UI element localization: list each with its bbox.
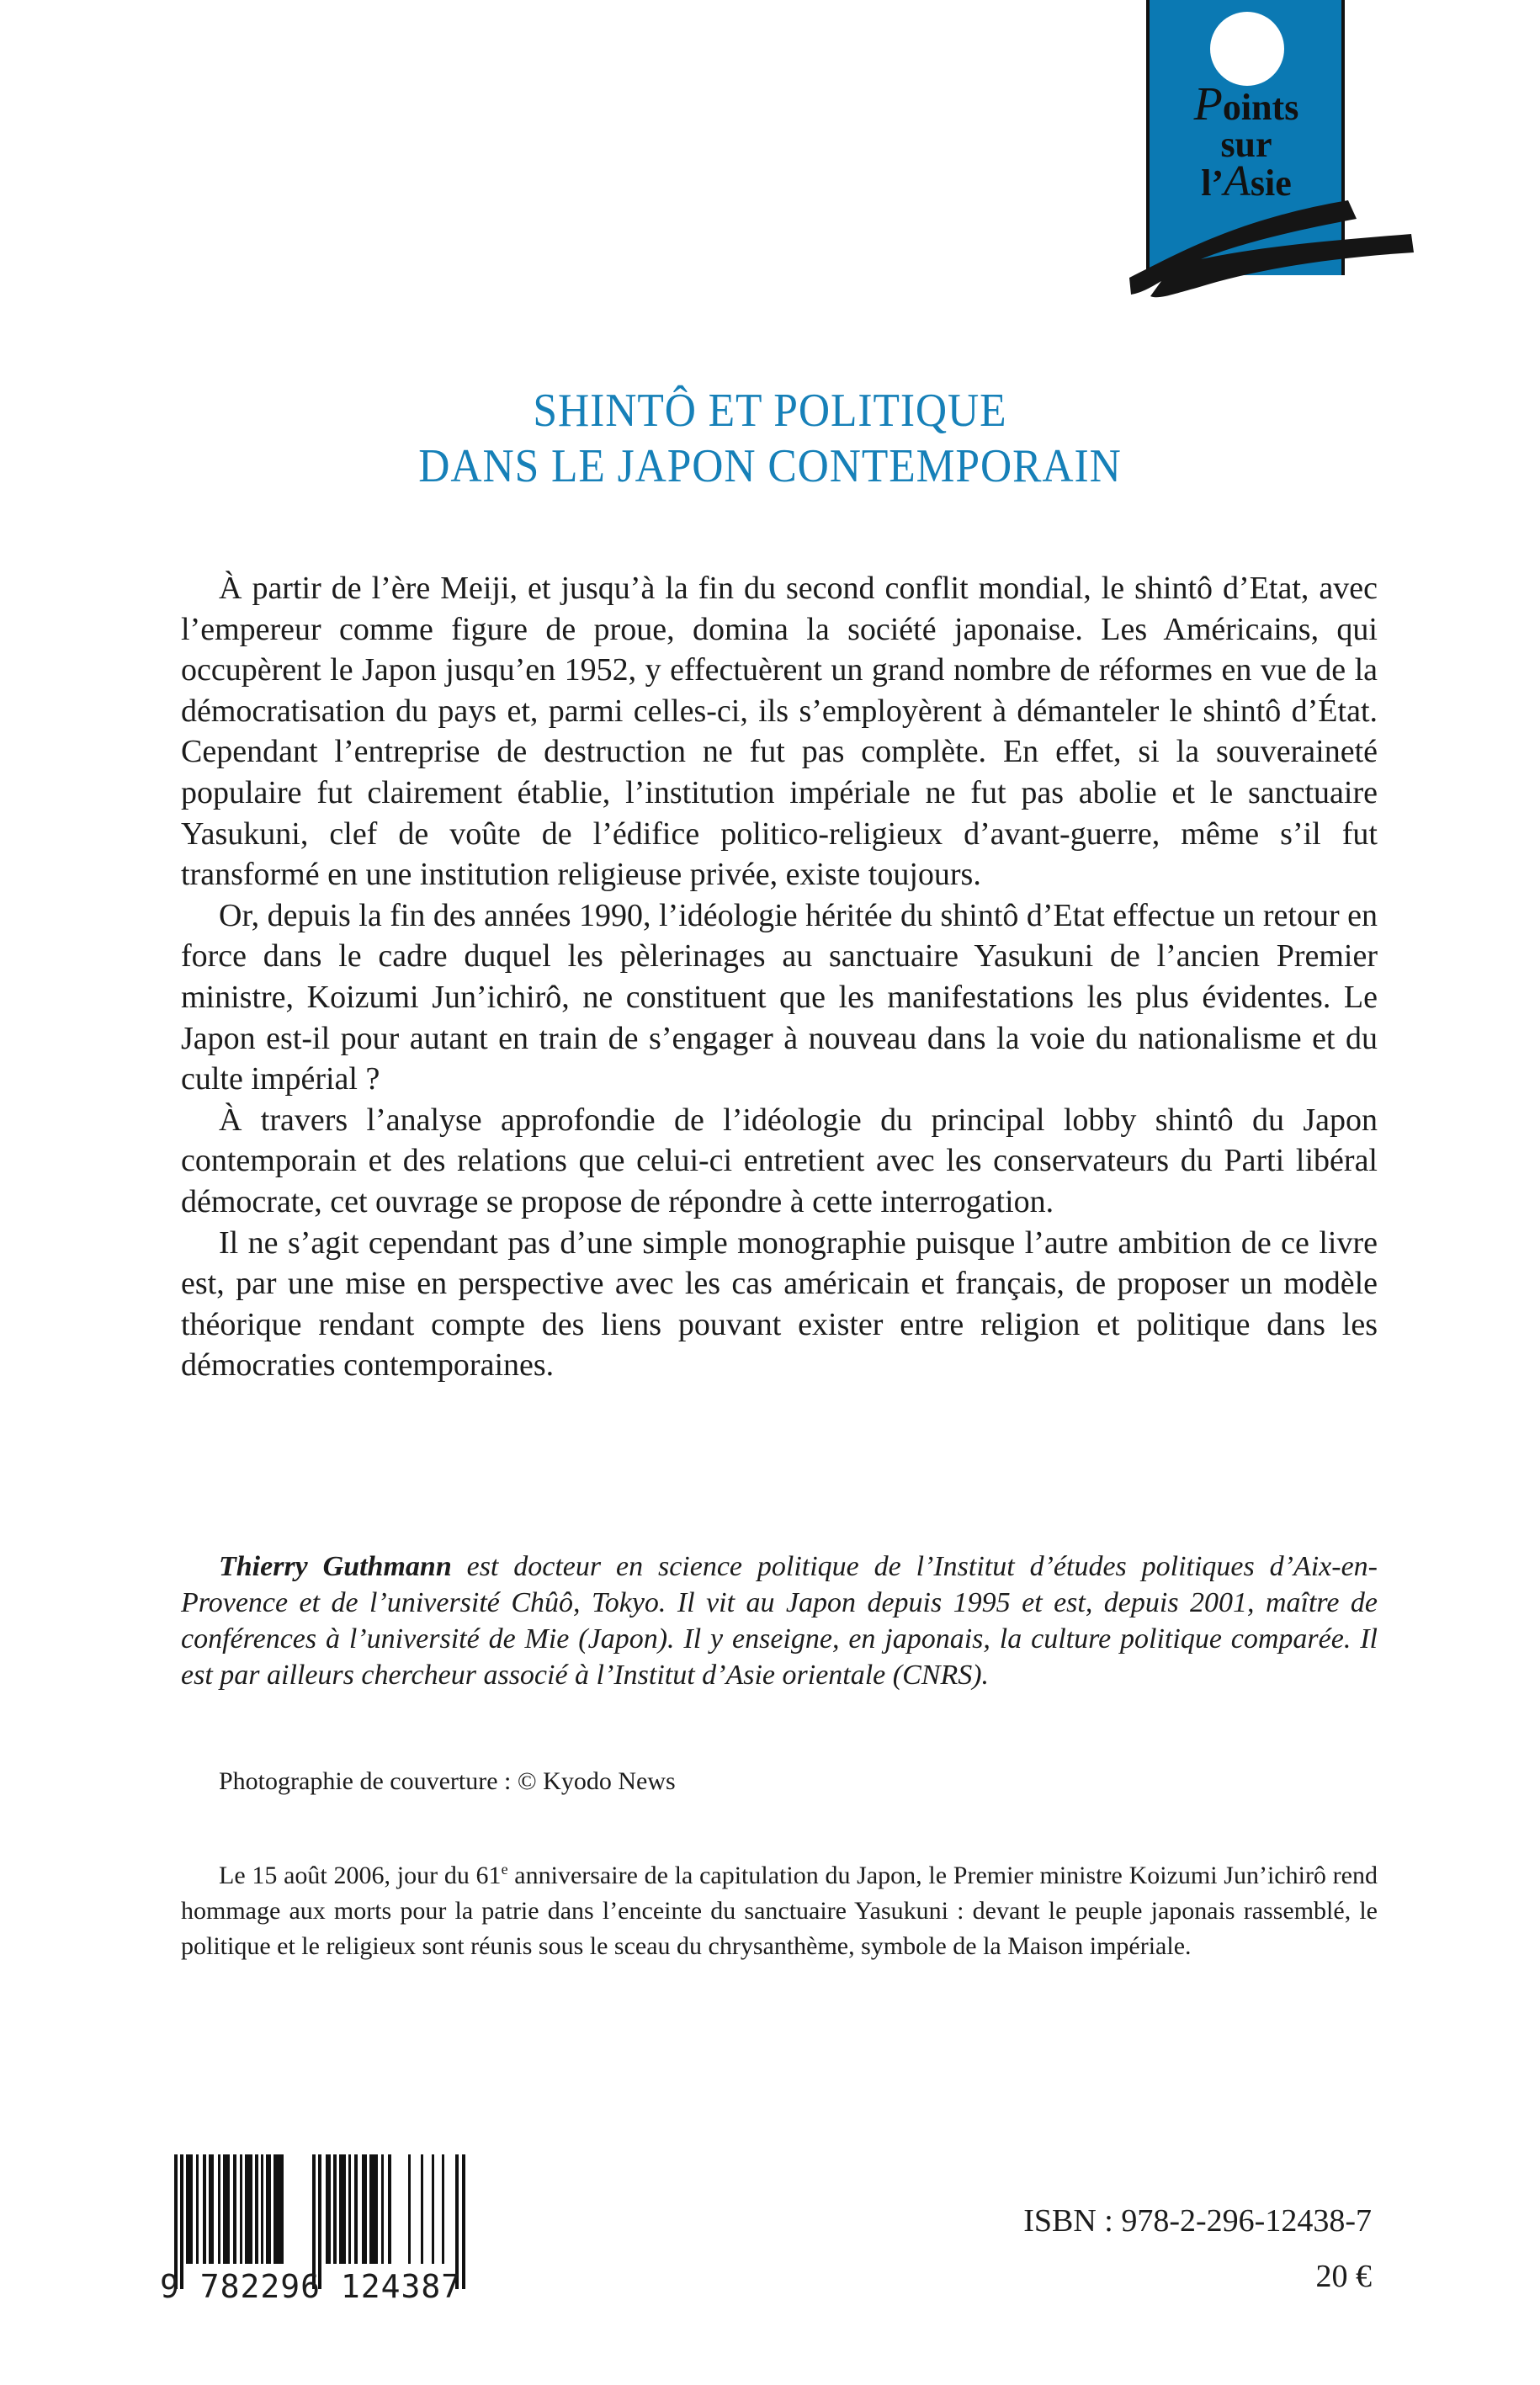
publisher-series-logo: [1144, 0, 1346, 303]
logo-word-points: oints: [1222, 87, 1299, 128]
logo-prefix: l’: [1201, 162, 1224, 204]
photo-credit: Photographie de couverture : © Kyodo News: [219, 1767, 676, 1795]
author-bio: [181, 1548, 1378, 1693]
caption-text-start: Le 15 août 2006, jour du 61: [219, 1862, 502, 1889]
author-name: Thierry Guthmann: [219, 1551, 452, 1582]
book-title: [0, 383, 1540, 494]
logo-initial-a: A: [1224, 157, 1251, 205]
logo-text: [1150, 78, 1343, 205]
blurb: [181, 568, 1378, 1386]
author-bio-text: est docteur en science politique de l’Institut d’études politiques d’Aix-en-Provence et de l’université Chûô, Tokyo. Il vit au Japon depuis 1995 et est, depuis 2001, maître de conférences à l’université de Mie (Japon). Il y enseigne, en japonais, la culture politique comparée. Il est par ailleurs chercheur associé à l’Institut d’Asie orientale (CNRS).: [181, 1551, 1378, 1691]
logo-word-asie: sie: [1250, 162, 1292, 204]
logo-initial-p: P: [1193, 78, 1223, 130]
blurb-paragraph: Or, depuis la fin des années 1990, l’idéologie héritée du shintô d’Etat effectue un retour en force dans le cadre duquel les pèlerinages au sanctuaire Yasukuni de l’ancien Premier ministre, Koizumi Jun’ichirô, ne constituent que les manifestations les plus évidentes. Le Japon est-il pour autant en train de s’engager à nouveau dans la voie du nationalisme et du culte impérial ?: [181, 897, 1378, 1097]
title-line-1: SHINTÔ ET POLITIQUE: [533, 385, 1007, 437]
logo-hole-icon: [1210, 12, 1284, 86]
barcode-digits: 9 782296 124387: [160, 2268, 462, 2305]
price: 20 €: [1315, 2259, 1372, 2294]
cover-caption: [181, 1851, 1378, 1964]
title-line-2: DANS LE JAPON CONTEMPORAIN: [418, 440, 1122, 492]
blurb-paragraph: Il ne s’agit cependant pas d’une simple monographie puisque l’autre ambition de ce livre est, par une mise en perspective avec les cas américain et français, de proposer un modèle théorique rendant compte des liens pouvant exister entre religion et politique dans les démocraties contemporaines.: [181, 1224, 1378, 1384]
logo-word-sur: sur: [1220, 124, 1272, 165]
blurb-paragraph: À partir de l’ère Meiji, et jusqu’à la fin du second conflit mondial, le shintô d’Etat, avec l’empereur comme figure de proue, domina la société japonaise. Les Américains, qui occupèrent le Japon jusqu’en 1952, y effectuèrent un grand nombre de réformes en vue de la démocratisation du pays et, parmi celles-ci, ils s’employèrent à démanteler le shintô d’État. Cependant l’entreprise de destruction ne fut pas complète. En effet, si la souveraineté populaire fut clairement établie, l’institution impériale ne fut pas abolie et le sanctuaire Yasukuni, clef de voûte de l’édifice politico-religieux d’avant-guerre, même s’il fut transformé en une institution religieuse privée, existe toujours.: [181, 571, 1378, 893]
brush-stroke-icon: [1121, 194, 1424, 303]
caption-superscript: e: [501, 1861, 508, 1878]
caption-text-end: anniversaire de la capitulation du Japon, le Premier ministre Koizumi Jun’ichirô rend hommage aux morts pour la patrie dans l’enceinte du sanctuaire Yasukuni : devant le peuple japonais rassemblé, le politique et le religieux sont réunis sous le sceau du chrysanthème, symbole de la Maison impériale.: [181, 1862, 1378, 1960]
isbn: ISBN : 978-2-296-12438-7: [1023, 2203, 1372, 2239]
blurb-paragraph: À travers l’analyse approfondie de l’idéologie du principal lobby shintô du Japon contemporain et des relations que celui-ci entretient avec les conservateurs du Parti libéral démocrate, cet ouvrage se propose de répondre à cette interrogation.: [181, 1102, 1378, 1219]
